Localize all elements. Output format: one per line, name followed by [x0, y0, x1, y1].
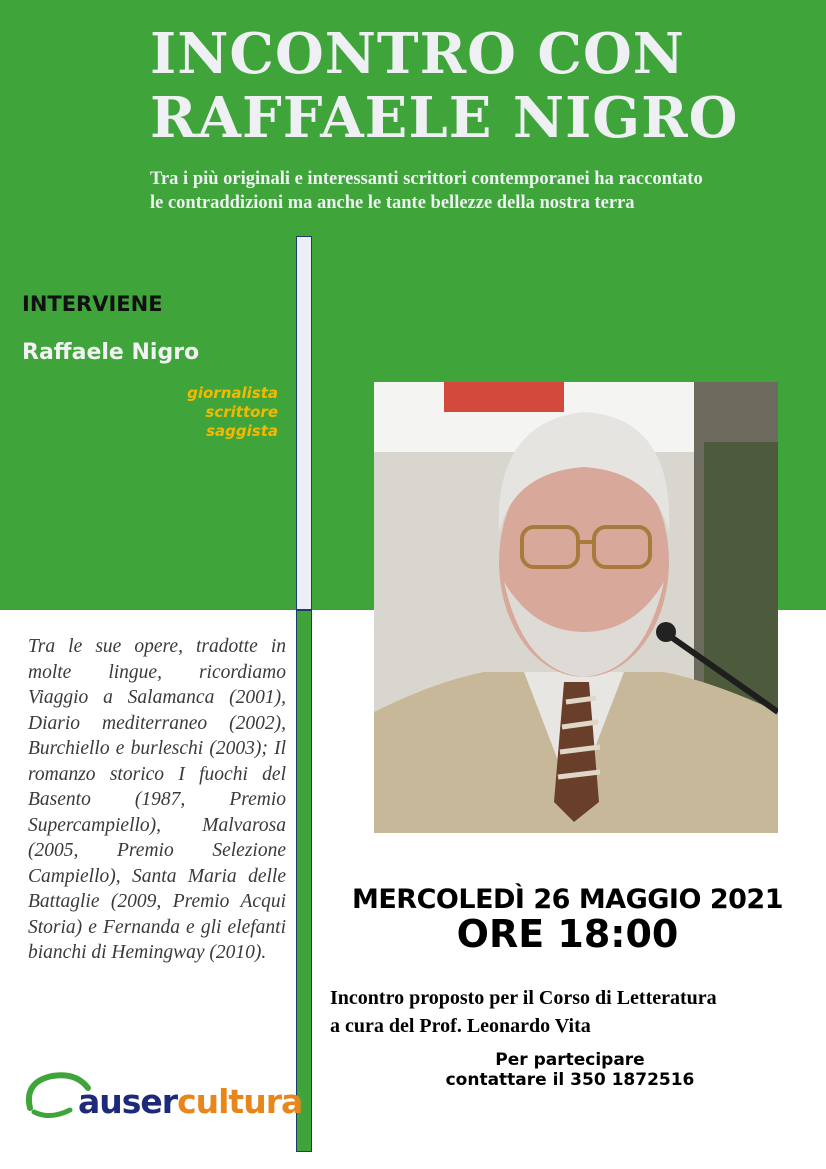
- speaker-name: Raffaele Nigro: [22, 340, 200, 365]
- portrait-illustration: [374, 382, 778, 833]
- speaker-heading: INTERVIENE: [22, 292, 163, 316]
- contact-line-2: contattare il 350 1872516: [445, 1070, 695, 1090]
- title-line-1: INCONTRO CON: [150, 21, 685, 87]
- contact-info: [400, 1050, 740, 1090]
- event-time: ORE 18:00: [456, 912, 679, 956]
- logo-part-cultura: cultura: [177, 1082, 303, 1121]
- speaker-photo: [374, 382, 778, 833]
- event-date: MERCOLEDÌ 26 MAGGIO 2021: [352, 884, 783, 915]
- contact-line-1: Per partecipare: [495, 1050, 645, 1070]
- course-line-2: a cura del Prof. Leonardo Vita: [330, 1015, 591, 1037]
- subtitle-line-2: le contraddizioni ma anche le tante bellezze della nostra terra: [150, 193, 635, 213]
- role-essayist: saggista: [206, 422, 278, 440]
- logo-wordmark: [78, 1082, 302, 1121]
- works-description: Tra le sue opere, tradotte in molte lingue, ricordiamo Viaggio a Salamanca (2001), Diario mediterraneo (2002), Burchiello e burleschi (2003); Il romanzo storico I fuochi del Basento (1987, Premio Supercampiello), Malvarosa (2005, Premio Selezione Campiello), Santa Maria delle Battaglie (2009, Premio Acqui Storia) e Fernanda e gli elefanti bianchi di Hemingway (2010).: [28, 636, 286, 963]
- course-info: [330, 984, 810, 1040]
- auser-cultura-logo: [20, 1068, 303, 1130]
- course-line-1: Incontro proposto per il Corso di Letteratura: [330, 987, 717, 1009]
- role-journalist: giornalista: [187, 384, 278, 402]
- subtitle: [150, 167, 820, 215]
- speaker-roles: [100, 384, 278, 441]
- subtitle-line-1: Tra i più originali e interessanti scrittori contemporanei ha raccontato: [150, 169, 703, 189]
- vertical-divider-bottom: [296, 610, 312, 1152]
- logo-part-auser: auser: [78, 1082, 178, 1121]
- vertical-divider-top: [296, 236, 312, 610]
- page-title: [150, 22, 810, 150]
- title-line-2: RAFFAELE NIGRO: [150, 85, 739, 151]
- role-writer: scrittore: [205, 403, 278, 421]
